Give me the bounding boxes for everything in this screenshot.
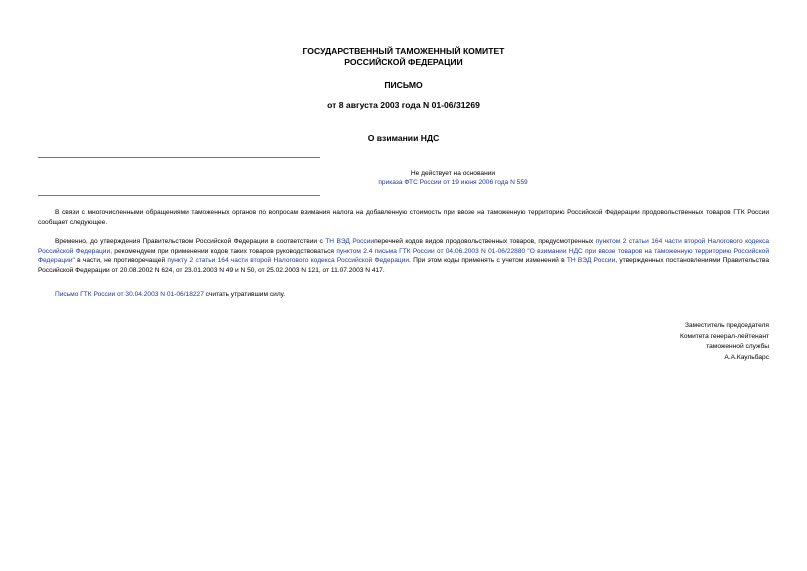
paragraph-1: [38, 208, 769, 227]
paragraph-1-text: В связи с многочисленными обращениями таможенных органов по вопросам взимания налога на добавленную стоимость при ввозе на таможенную территорию Российской Федерации продовольственных товаров ГТК России сообщает следующее.: [38, 209, 769, 226]
revoked-letter-link[interactable]: Письмо ГТК России от 30.04.2003 N 01-06/18227: [55, 291, 204, 298]
tn-ved-link-2[interactable]: ТН ВЭД России: [566, 257, 616, 265]
document-subject: О взимании НДС: [367, 133, 440, 143]
paragraph-2-text: в части, не противоречащей: [74, 257, 168, 265]
status-note-text: Не действует на основании: [410, 170, 496, 177]
divider-top: [38, 157, 320, 158]
tax-code-link[interactable]: пунктом 2 статьи 164 части второй Налогового кодекса Российской Федерации: [38, 238, 769, 255]
paragraph-3-text: считать утратившим силу.: [203, 291, 286, 298]
paragraph-3: [38, 290, 769, 300]
paragraph-2: [38, 237, 769, 275]
status-note-link[interactable]: приказа ФТС России от 19 июня 2006 года N 559: [378, 179, 528, 186]
paragraph-2-text: перечней кодов видов продовольственных товаров, предусмотренных: [374, 238, 596, 245]
status-note: [300, 169, 606, 187]
signature-line-3: таможенной службы: [706, 343, 769, 351]
tax-code-article-link[interactable]: пункту 2 статьи 164 части второй Налогового кодекса Российской Федерации: [167, 257, 410, 265]
document-date-number: от 8 августа 2003 года N 01-06/31269: [327, 100, 480, 110]
tn-ved-link[interactable]: ТН ВЭД России: [325, 238, 375, 245]
divider-bottom: [38, 195, 320, 196]
gtk-letter-link[interactable]: пунктом 2.4 письма ГТК России от 04.06.2003 N 01-06/22880 "О взимании НДС при ввозе товаров на таможенную территорию Российской Федерации": [38, 247, 769, 265]
paragraph-2-text: , рекомендуем при применении кодов таких товаров руководствоваться: [110, 247, 337, 255]
org-name-line2: РОССИЙСКОЙ ФЕДЕРАЦИИ: [344, 57, 463, 67]
signature-name: А.А.Каульбарс: [724, 353, 769, 361]
signature-block: [549, 321, 769, 363]
org-name-line1: ГОСУДАРСТВЕННЫЙ ТАМОЖЕННЫЙ КОМИТЕТ: [302, 46, 505, 56]
signature-line-1: Заместитель председателя: [685, 322, 769, 329]
paragraph-2-text: Временно, до утверждения Правительством Российской Федерации в соответствии с: [55, 238, 326, 245]
document-type: ПИСЬМО: [384, 80, 423, 90]
signature-line-2: Комитета генерал-лейтенант: [680, 332, 769, 340]
paragraph-2-text: , утвержденных постановлениями Правительства Российской Федерации от 20.08.2002 N 624, от 23.01.2003 N 49 и N 50, от 25.02.2003 N 121, от 11.07.2003 N 417.: [38, 257, 770, 274]
paragraph-2-text: . При этом коды применять с учетом изменений в: [409, 257, 567, 265]
